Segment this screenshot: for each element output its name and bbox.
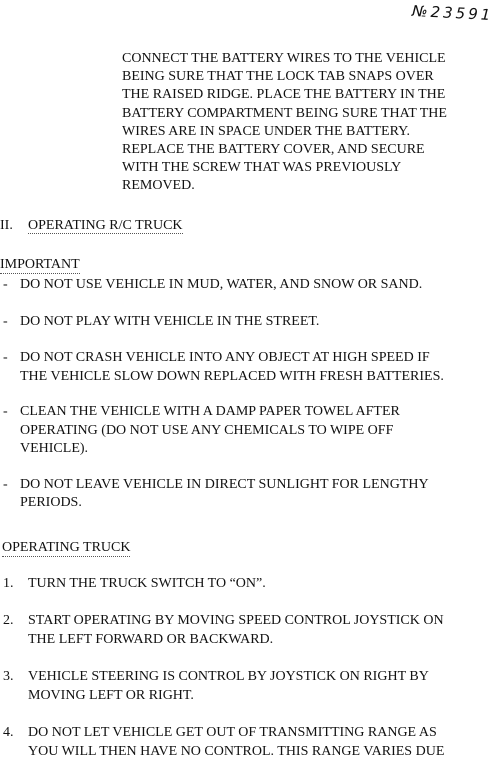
step-number: 3. bbox=[3, 669, 14, 684]
paragraph-line: CONNECT THE BATTERY WIRES TO THE VEHICLE bbox=[122, 51, 446, 66]
step-number: 4. bbox=[3, 725, 14, 740]
bullet-marker: - bbox=[3, 476, 8, 492]
list-item-text: DO NOT LEAVE VEHICLE IN DIRECT SUNLIGHT FOR LENGTHY bbox=[20, 476, 429, 492]
paragraph-line: WITH THE SCREW THAT WAS PREVIOUSLY bbox=[122, 160, 402, 176]
document-number: №23591 bbox=[411, 1, 494, 25]
step-item bbox=[0, 574, 495, 593]
paragraph-line: BEING SURE THAT THE LOCK TAB SNAPS OVER bbox=[122, 69, 434, 85]
list-item-text: PERIODS. bbox=[20, 495, 82, 510]
step-number: 2. bbox=[3, 613, 14, 628]
paragraph-line: REPLACE THE BATTERY COVER, AND SECURE bbox=[122, 142, 425, 158]
operating-steps-list bbox=[0, 574, 495, 761]
step-text: VEHICLE STEERING IS CONTROL BY JOYSTICK ON RIGHT BY bbox=[28, 669, 429, 684]
list-item-text: VEHICLE). bbox=[20, 441, 89, 456]
list-item-text: OPERATING (DO NOT USE ANY CHEMICALS TO WIPE OFF bbox=[20, 422, 394, 438]
section-heading bbox=[0, 218, 183, 234]
list-item-text: CLEAN THE VEHICLE WITH A DAMP PAPER TOWEL AFTER bbox=[20, 404, 400, 419]
bullet-marker: - bbox=[3, 277, 8, 292]
step-text: START OPERATING BY MOVING SPEED CONTROL JOYSTICK ON bbox=[28, 613, 444, 628]
list-item-text: DO NOT PLAY WITH VEHICLE IN THE STREET. bbox=[20, 313, 320, 329]
step-text: TURN THE TRUCK SWITCH TO “ON”. bbox=[28, 576, 266, 591]
step-item bbox=[0, 611, 495, 649]
step-text: DO NOT LET VEHICLE GET OUT OF TRANSMITTING RANGE AS bbox=[28, 725, 437, 740]
list-item bbox=[0, 349, 495, 386]
list-item bbox=[0, 313, 495, 332]
bullet-marker: - bbox=[3, 313, 8, 329]
list-item-text: THE VEHICLE SLOW DOWN REPLACED WITH FRESH BATTERIES. bbox=[20, 368, 444, 384]
list-item bbox=[0, 403, 495, 459]
step-item bbox=[0, 723, 495, 761]
operating-truck-heading: OPERATING TRUCK bbox=[2, 540, 131, 555]
list-item bbox=[0, 276, 495, 295]
step-text: YOU WILL THEN HAVE NO CONTROL. THIS RANGE VARIES DUE bbox=[28, 744, 445, 759]
bullet-marker: - bbox=[3, 404, 8, 419]
bullet-marker: - bbox=[3, 350, 8, 365]
section-number: II. bbox=[0, 218, 13, 233]
section-title: OPERATING R/C TRUCK bbox=[28, 218, 183, 233]
list-item bbox=[0, 476, 495, 513]
important-label: IMPORTANT bbox=[0, 257, 80, 272]
paragraph-line: BATTERY COMPARTMENT BEING SURE THAT THE bbox=[122, 105, 447, 121]
list-item-text: DO NOT USE VEHICLE IN MUD, WATER, AND SNOW OR SAND. bbox=[20, 277, 423, 292]
step-number: 1. bbox=[3, 576, 14, 591]
paragraph-line: THE RAISED RIDGE. PLACE THE BATTERY IN THE bbox=[122, 87, 446, 103]
step-item bbox=[0, 667, 495, 705]
list-item-text: DO NOT CRASH VEHICLE INTO ANY OBJECT AT HIGH SPEED IF bbox=[20, 350, 430, 365]
step-text: MOVING LEFT OR RIGHT. bbox=[28, 688, 194, 703]
battery-instructions-paragraph bbox=[122, 50, 492, 196]
paragraph-line: WIRES ARE IN SPACE UNDER THE BATTERY. bbox=[122, 123, 410, 139]
step-text: THE LEFT FORWARD OR BACKWARD. bbox=[28, 632, 274, 647]
paragraph-line: REMOVED. bbox=[122, 178, 195, 194]
safety-warnings-list bbox=[0, 276, 495, 513]
